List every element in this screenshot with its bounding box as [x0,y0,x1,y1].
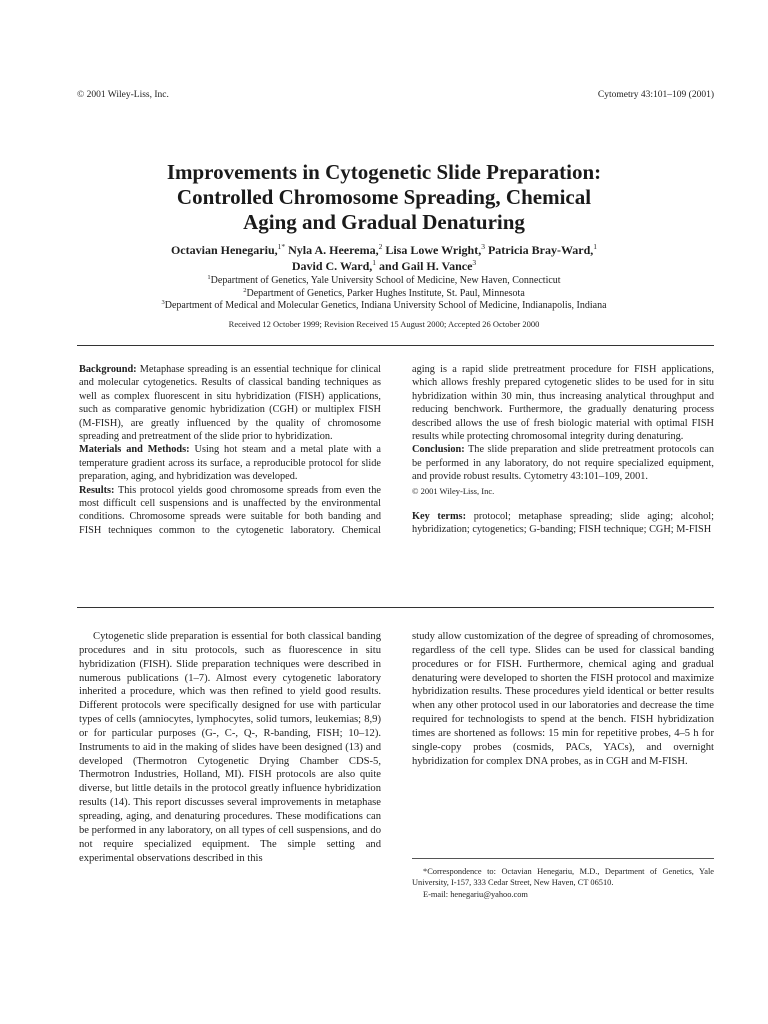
journal-citation: Cytometry 43:101–109 (2001) [597,90,714,100]
affiliation [60,288,708,301]
affiliation-superscript: 1 [207,274,211,281]
abstract-results-label: Results: [79,484,115,496]
footnote [412,866,714,900]
abstract-keyterms [412,510,714,537]
author-name: Nyla A. Heerema, [288,243,379,257]
footnote-rule [412,858,714,859]
author-name: David C. Ward, [291,259,373,273]
abstract-methods [79,443,381,483]
paper-title [60,160,708,235]
body-paragraph: Cytogenetic slide preparation is essential for both classical banding procedures and in situ protocols, such as fluorescence in situ hybridization (FISH). Slide preparation techniques were described in numerous publications (1–7). Almost every cytogenetic laboratory inherited a procedure, which was then refined to yield good results. Different protocols were specifically designed for use with particular types of cells (amniocytes, lymphocytes, solid tumors, leukemias; 8,9) or for particular purposes (G-, C-, Q-, R-banding, FISH; 10–12). Instruments to aid in the making of slides have been designed (13) and developed (Thermotron Cytogenetic Drying Chamber CDS-5, Thermotron Industries, Holland, MI). FISH protocols are also quite diverse, but little details in the protocol greatly influence hybridization results (14). This report discusses several improvements in metaphase spreading, aging, and denaturing procedures. These modifications can be performed in any laboratory, on all types of cell suspensions, and do not require specialized equipment. The simple setting and experimental observations described in this [79,631,381,864]
title-line: Aging and Gradual Denaturing [243,210,525,234]
author-name: and Gail H. Vance [379,259,473,273]
affiliation-text: Department of Genetics, Parker Hughes Institute, St. Paul, Minnesota [246,287,525,299]
abstract-background [79,363,381,443]
affiliation-text: Department of Genetics, Yale University School of Medicine, New Haven, Connecticut [210,275,561,286]
abstract-bottom-rule [77,607,714,608]
abstract-background-label: Background: [79,364,137,375]
author-superscript: 3 [481,242,485,251]
author-superscript: 1 [593,242,598,251]
author-superscript: 1 [372,258,377,267]
keyterms-label: Key terms: [412,511,466,523]
abstract-conclusion-text: The slide preparation and slide pretreatment protocols can be performed in any laboratory, do not require specialized equipment, and provide robust results. Cytometry 43:101–109, 2001. [412,444,714,483]
author-name: Lisa Lowe Wright, [385,243,482,257]
abstract-conclusion [412,443,714,483]
abstract-results-continued [412,363,714,443]
received-dates: Received 12 October 1999; Revision Received 15 August 2000; Accepted 26 October 2000 [228,319,540,329]
abstract-results-text: This protocol yields good chromosome spreads from even the most difficult cell suspensions and is unaffected by the environmental conditions. Chromosome spreads were suitable for both banding and FISH techniques common to the cytogenetic laboratory. Chemical [79,484,381,536]
abstract-results [79,484,381,538]
title-line: Controlled Chromosome Spreading, Chemical [176,185,592,209]
abstract-column-left [79,363,381,537]
affiliation-list [60,275,708,313]
abstract-methods-label: Materials and Methods: [79,444,190,456]
abstract-copyright: © 2001 Wiley-Liss, Inc. [412,485,495,496]
abstract-methods-text: Using hot steam and a metal plate with a temperature gradient across its surface, a reproducible protocol for slide preparation, aging, and hybridization was developed. [79,444,382,483]
affiliation-superscript: 2 [243,286,247,294]
author-name: Patricia Bray-Ward, [487,243,594,257]
author-name: Octavian Henegariu, [170,243,278,257]
title-line: Improvements in Cytogenetic Slide Preparation: [166,160,602,184]
abstract-results-text-continued: aging is a rapid slide pretreatment procedure for FISH applications, which allows freshly prepared cytogenetic slides to be used for in situ hybridization within 30 min, thus increasing analytical throughput and reducing benchwork. Furthermore, the gradually denaturing process described allows the use of fresh biologic material with optimal FISH results while protecting chromosomal integrity during denaturing. [412,364,714,443]
keyterms-text: protocol; metaphase spreading; slide aging; alcohol; hybridization; cytogenetics; G-banding; FISH technique; CGH; M-FISH [412,511,714,536]
abstract-column-right [412,363,714,537]
correspondence-email: E-mail: henegariu@yahoo.com [423,889,528,899]
abstract-conclusion-label: Conclusion: [412,444,465,456]
author-list [60,242,708,274]
author-superscript: 2 [378,242,383,251]
body-paragraph-continued: study allow customization of the degree of spreading of chromosomes, regardless of the cell type. Slides can be used for classical banding procedures or for FISH. Furthermore, chemical aging and gradual denaturing were developed to shorten the FISH protocol and maximize hybridization results. These procedures yield identical or better results when any other protocol used in our laboratories and decrease the time required for technologists to spend at the bench. FISH hybridization times are shortened as follows: 15 min for repetitive probes, 4–5 h for single-copy probes (cosmids, PACs, YACs), and overnight hybridization for complex DNA probes, as in CGH and M-FISH. [412,631,714,767]
body-column-left [79,630,381,865]
abstract-top-rule [77,345,714,346]
abstract-background-text: Metaphase spreading is an essential technique for clinical and molecular cytogenetics. Results of classical banding techniques as well as complex fluorescent in situ hybridization (FISH) applications, such as comparative genomic hybridization (CGH) or multiplex FISH (M-FISH), are greatly influenced by the quality of chromosome spreading and pretreatment of the slide prior to hybridization. [79,364,381,443]
affiliation-text: Department of Medical and Molecular Genetics, Indiana University School of Medicine, Indianapolis, Indiana [164,300,607,311]
body-column-right [412,630,714,768]
journal-copyright: © 2001 Wiley-Liss, Inc. [77,90,169,100]
affiliation-superscript: 3 [161,299,165,306]
author-superscript: 3 [472,258,477,267]
affiliation [60,275,708,288]
affiliation [60,300,708,313]
author-superscript: 1* [277,242,286,251]
correspondence-note: *Correspondence to: Octavian Henegariu, M.D., Department of Genetics, Yale University, I-157, 333 Cedar Street, New Haven, CT 06510. [412,867,714,888]
